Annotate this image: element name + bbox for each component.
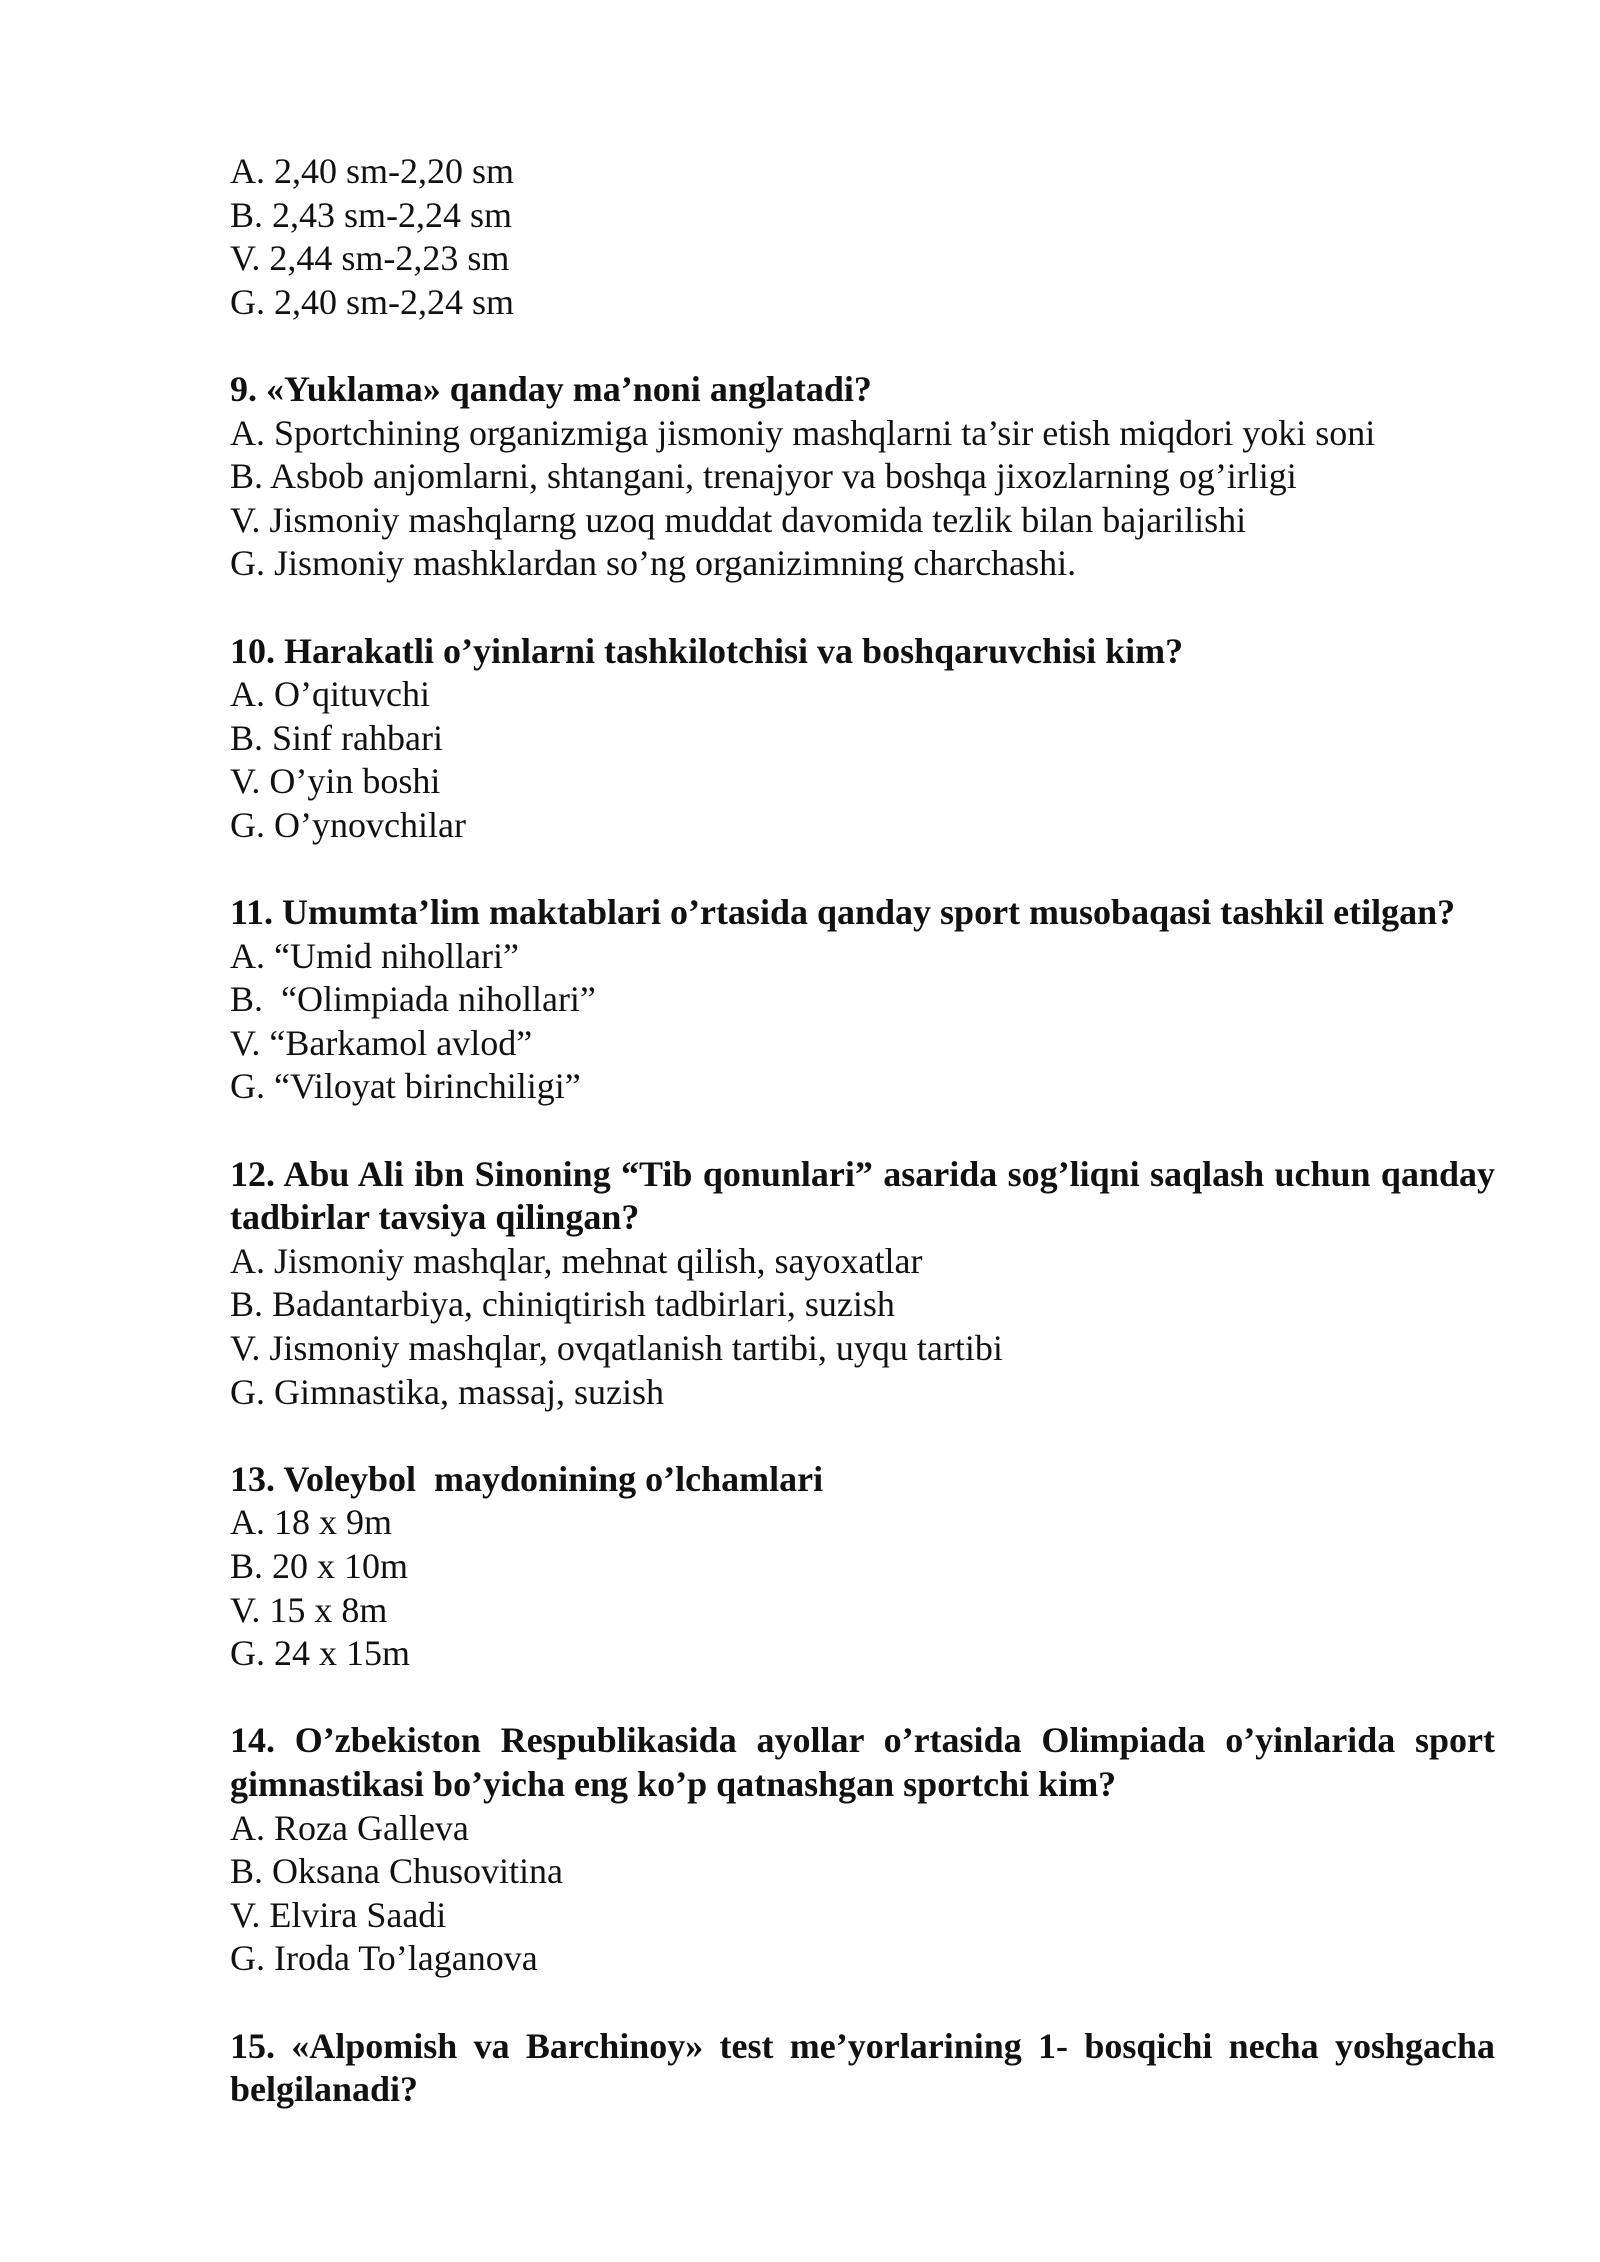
option-v: V. 15 x 8m xyxy=(230,1589,388,1630)
spacer xyxy=(230,586,1495,630)
option-v: V. “Barkamol avlod” xyxy=(230,1022,533,1063)
question-block-12 xyxy=(230,1153,1495,1415)
option-a: A. Jismoniy mashqlar, mehnat qilish, sayoxatlar xyxy=(230,1240,923,1281)
option-a: A. “Umid nihollari” xyxy=(230,935,519,976)
question-block-14 xyxy=(230,1719,1495,1981)
question-block-15 xyxy=(230,2025,1495,2112)
option-b: B. Badantarbiya, chiniqtirish tadbirlari, suzish xyxy=(230,1284,895,1325)
question-block-11 xyxy=(230,891,1495,1109)
question-text: 12. Abu Ali ibn Sinoning “Tib qonunlari” asarida sog’liqni saqlash uchun qanday tadbirlar tavsiya qilingan? xyxy=(230,1153,1495,1238)
option-a: A. 2,40 sm-2,20 sm xyxy=(230,151,515,191)
option-g: G. 24 x 15m xyxy=(230,1633,410,1674)
option-b: B. Asbob anjomlarni, shtangani, trenajyor va boshqa jixozlarning og’irligi xyxy=(230,456,1297,497)
question-text: 14. O’zbekiston Respublikasida ayollar o’rtasida Olimpiada o’yinlarida sport gimnastikasi bo’yicha eng ko’p qatnashgan sportchi kim? xyxy=(230,1720,1495,1804)
option-a: A. Roza Galleva xyxy=(230,1807,469,1848)
spacer xyxy=(230,848,1495,892)
question-text: 10. Harakatli o’yinlarni tashkilotchisi va boshqaruvchisi kim? xyxy=(230,630,1184,671)
option-a: A. O’qituvchi xyxy=(230,674,430,715)
question-text: 9. «Yuklama» qanday ma’noni anglatadi? xyxy=(230,368,872,409)
option-v: V. Jismoniy mashqlar, ovqatlanish tartibi, uyqu tartibi xyxy=(230,1328,1003,1369)
option-b: B. Oksana Chusovitina xyxy=(230,1851,563,1892)
option-v: V. O’yin boshi xyxy=(230,761,441,802)
option-g: G. Gimnastika, massaj, suzish xyxy=(230,1371,664,1412)
option-a: A. Sportchining organizmiga jismoniy mashqlarni ta’sir etish miqdori yoki soni xyxy=(230,412,1376,453)
option-g: G. Jismoniy mashklardan so’ng organizimning charchashi. xyxy=(230,543,1077,584)
spacer xyxy=(230,1676,1495,1720)
question-block-10 xyxy=(230,630,1495,848)
option-b: B. 2,43 sm-2,24 sm xyxy=(230,194,513,235)
option-a: A. 18 x 9m xyxy=(230,1502,392,1543)
option-v: V. Jismoniy mashqlarng uzoq muddat davomida tezlik bilan bajarilishi xyxy=(230,499,1247,540)
question-text: 11. Umumta’lim maktablari o’rtasida qanday sport musobaqasi tashkil etilgan? xyxy=(230,892,1456,933)
document-page xyxy=(230,150,1495,2112)
spacer xyxy=(230,1981,1495,2025)
option-v: V. 2,44 sm-2,23 sm xyxy=(230,238,510,279)
question-block-9 xyxy=(230,368,1495,586)
option-g: G. “Viloyat birinchiligi” xyxy=(230,1066,581,1107)
option-b: B. Sinf rahbari xyxy=(230,717,443,758)
option-b: B. 20 x 10m xyxy=(230,1546,409,1586)
option-b: B. “Olimpiada nihollari” xyxy=(230,979,596,1020)
option-v: V. Elvira Saadi xyxy=(230,1894,447,1935)
question-block-8 xyxy=(230,150,1495,324)
spacer xyxy=(230,1414,1495,1458)
spacer xyxy=(230,1109,1495,1153)
option-g: G. 2,40 sm-2,24 sm xyxy=(230,281,515,322)
question-block-13 xyxy=(230,1458,1495,1676)
option-g: G. O’ynovchilar xyxy=(230,804,466,845)
question-text: 15. «Alpomish va Barchinoy» test me’yorlarining 1- bosqichi necha yoshgacha belgilanadi? xyxy=(230,2025,1495,2110)
option-g: G. Iroda To’laganova xyxy=(230,1938,538,1979)
question-text: 13. Voleybol maydonining o’lchamlari xyxy=(230,1458,824,1499)
spacer xyxy=(230,324,1495,368)
